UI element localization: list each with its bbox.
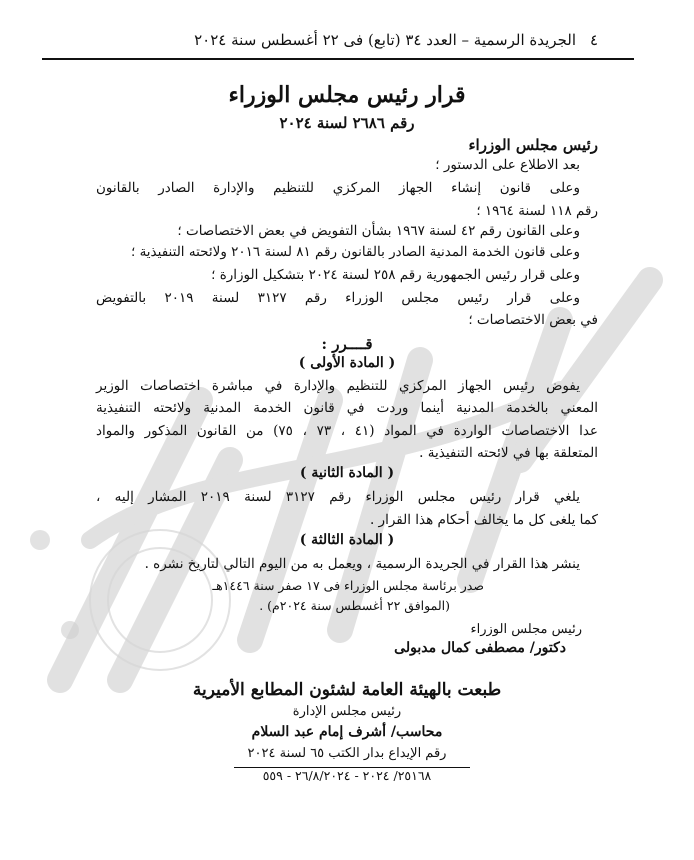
signatory-role: رئيس مجلس الوزراء	[470, 622, 582, 637]
decree-number: رقم ٢٦٨٦ لسنة ٢٠٢٤	[279, 114, 415, 132]
signatory-name: دكتور/ مصطفى كمال مدبولى	[394, 640, 566, 656]
preamble-line: وعلى القانون رقم ٤٢ لسنة ١٩٦٧ بشأن التفويض في بعض الاختصاصات ؛	[177, 223, 580, 239]
article-line: المتعلقة بها في لائحته التنفيذية .	[419, 445, 598, 461]
article-title: ( المادة الثانية )	[299, 465, 395, 481]
board-chair-name: محاسب/ أشرف إمام عبد السلام	[251, 724, 443, 740]
preamble-line: وعلى قرار رئيس الجمهورية رقم ٢٥٨ لسنة ٢٠٢٤ بتشكيل الوزارة ؛	[211, 267, 580, 283]
article-line: يلغي قرار رئيس مجلس الوزراء رقم ٣١٢٧ لسنة ٢٠١٩ المشار إليه ،	[96, 489, 580, 505]
decree-title: قرار رئيس مجلس الوزراء	[228, 82, 466, 108]
article-line: كما يلغى كل ما يخالف أحكام هذا القرار .	[369, 512, 598, 528]
article-line: يفوض رئيس الجهاز المركزي للتنظيم والإدارة في مباشرة اختصاصات الوزير	[96, 378, 580, 394]
page-number: ٤	[589, 31, 598, 49]
preamble-line: رقم ١١٨ لسنة ١٩٦٤ ؛	[476, 203, 598, 219]
issuance-date: (الموافق ٢٢ أغسطس سنة ٢٠٢٤م) .	[259, 598, 450, 613]
issuance-line: صدر برئاسة مجلس الوزراء فى ١٧ صفر سنة ١٤٤٦هـ	[212, 578, 484, 593]
article-line: عدا الاختصاصات الواردة في المواد (٤١ ، ٧٣ ، ٧٥) من القانون المذكور والمواد	[96, 423, 598, 439]
header-rule	[42, 58, 634, 60]
article-line: المعني بالخدمة المدنية أينما وردت في قانون الخدمة المدنية ولائحته التنفيذية	[96, 400, 598, 416]
deposit-number: رقم الإيداع بدار الكتب ٦٥ لسنة ٢٠٢٤	[247, 746, 447, 761]
print-order-line: ٢٥١٦٨/ ٢٠٢٤ - ٢٦/٨/٢٠٢٤ - ٥٥٩	[262, 768, 432, 783]
preamble-line: في بعض الاختصاصات ؛	[468, 312, 598, 328]
preamble-line: وعلى قانون الخدمة المدنية الصادر بالقانون رقم ٨١ لسنة ٢٠١٦ ولائحته التنفيذية ؛	[130, 244, 580, 260]
preamble-line: وعلى قرار رئيس مجلس الوزراء رقم ٣١٢٧ لسنة ٢٠١٩ بالتفويض	[96, 290, 580, 306]
board-chair-role: رئيس مجلس الإدارة	[292, 704, 402, 719]
decree-issuer: رئيس مجلس الوزراء	[468, 136, 598, 154]
article-title: ( المادة الثالثة )	[299, 532, 395, 548]
preamble-line: بعد الاطلاع على الدستور ؛	[435, 157, 580, 173]
preamble-line: وعلى قانون إنشاء الجهاز المركزي للتنظيم والإدارة الصادر بالقانون	[96, 180, 580, 196]
printer-credit: طبعت بالهيئة العامة لشئون المطابع الأميرية	[192, 680, 502, 700]
article-line: ينشر هذا القرار في الجريدة الرسمية ، ويعمل به من اليوم التالي لتاريخ نشره .	[144, 556, 580, 572]
publication-header: الجريدة الرسمية – العدد ٣٤ (تابع) فى ٢٢ أغسطس سنة ٢٠٢٤	[194, 31, 576, 49]
article-title: ( المادة الأولى )	[298, 355, 396, 371]
decision-word: قــــرر :	[321, 335, 373, 353]
